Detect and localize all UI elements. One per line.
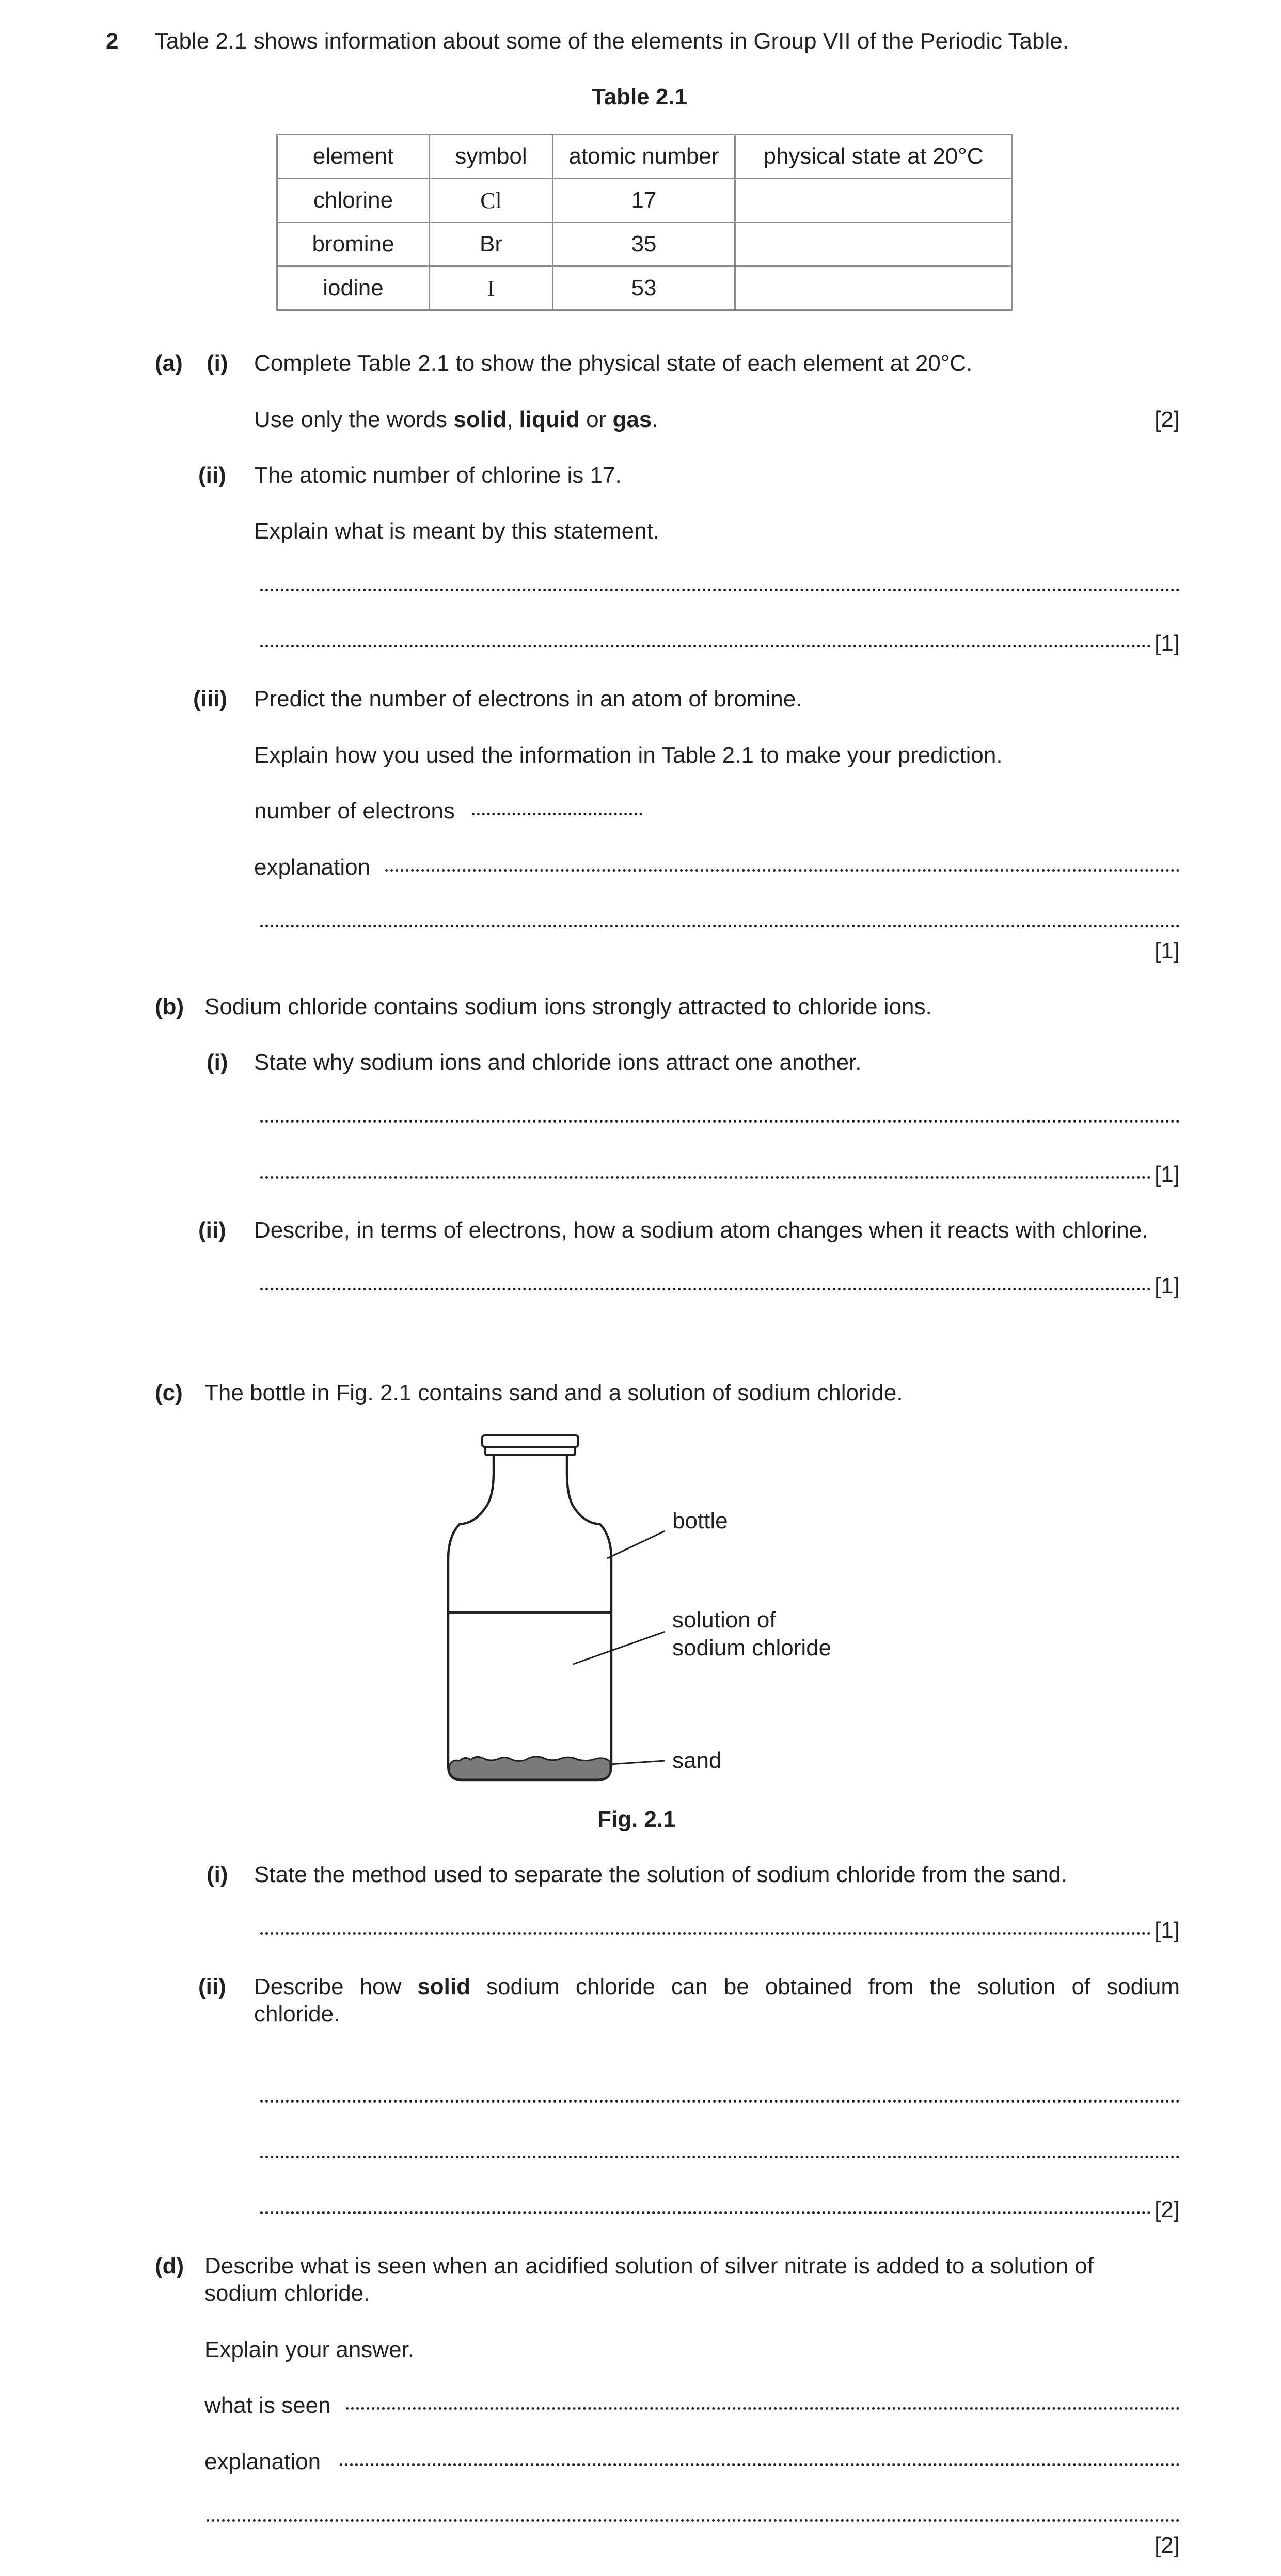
electrons-label: number of electrons [254,798,455,824]
text-prefix: Describe how [254,1974,418,1999]
part-a-iii-instruction: Explain how you used the information in Table 2.1 to make your prediction. [254,742,1003,768]
part-c-ii-text-line2: chloride. [254,2001,340,2027]
stopper-rim [485,1447,575,1455]
marks-a-i: [2] [1155,407,1180,432]
cell-physical-state-input[interactable] [735,223,1012,266]
answer-line[interactable] [207,2519,1180,2522]
text-suffix: sodium chloride can be obtained from the solution of sodium [470,1974,1180,1999]
bottle-outline [448,1455,611,1780]
cell-physical-state-input[interactable] [735,179,1012,223]
sep: , [507,407,519,432]
part-a-ii-label: (ii) [198,463,226,488]
part-d-text-line1: Describe what is seen when an acidified solution of silver nitrate is added to a solution of [204,2253,1094,2279]
bottle-leader-line [607,1531,665,1558]
part-b-text: Sodium chloride contains sodium ions strongly attracted to chloride ions. [204,994,932,1019]
cell-symbol: Br [430,223,553,266]
cell-physical-state-input[interactable] [735,266,1012,310]
table-header-row [277,135,1012,179]
part-a-i-label: (i) [207,351,228,376]
part-b-label: (b) [155,994,184,1019]
part-b-i-label: (i) [207,1050,228,1075]
part-a-ii-instruction: Explain what is meant by this statement. [254,518,660,544]
marks-b-ii: [1] [1155,1273,1180,1299]
answer-line[interactable] [260,2211,1151,2214]
answer-line[interactable] [260,1176,1151,1179]
part-a-label: (a) [155,351,183,376]
word-solid: solid [453,407,507,432]
table-row [277,223,1012,266]
answer-line[interactable] [340,2463,1180,2466]
cell-symbol: Cl [430,179,553,223]
part-c-ii-label: (ii) [198,1974,226,1999]
part-d-label: (d) [155,2253,184,2279]
sep: . [652,407,658,432]
part-b-i-text: State why sodium ions and chloride ions attract one another. [254,1050,862,1075]
part-a-ii-text: The atomic number of chlorine is 17. [254,463,622,488]
cell-element: bromine [277,223,430,266]
header-physical-state: physical state at 20°C [735,135,1012,179]
marks-a-ii: [1] [1155,630,1180,656]
answer-line[interactable] [260,589,1180,591]
part-c-label: (c) [155,1380,183,1405]
text-bold-solid: solid [417,1974,471,1999]
header-element: element [277,135,430,179]
part-a-i-text: Complete Table 2.1 to show the physical state of each element at 20°C. [254,351,973,376]
answer-line[interactable] [346,2407,1180,2410]
marks-c-i: [1] [1155,1918,1180,1943]
sand-layer [449,1757,610,1779]
answer-line[interactable] [260,645,1151,647]
table-caption: Table 2.1 [592,84,688,109]
marks-b-i: [1] [1155,1162,1180,1187]
explanation-label: explanation [254,855,371,880]
cell-element: chlorine [277,179,430,223]
label-bottle: bottle [672,1508,728,1534]
instruction-prefix: Use only the words [254,407,454,432]
stopper-top [482,1435,578,1447]
answer-line[interactable] [260,1932,1151,1935]
header-symbol: symbol [430,135,553,179]
part-b-ii-label: (ii) [198,1218,226,1243]
answer-line[interactable] [260,2156,1180,2158]
electrons-answer-line[interactable] [472,813,642,815]
cell-atomic-number: 17 [553,179,735,223]
part-c-text: The bottle in Fig. 2.1 contains sand and a solution of sodium chloride. [204,1380,903,1405]
answer-line[interactable] [260,2100,1180,2103]
figure-caption: Fig. 2.1 [597,1807,676,1832]
part-a-i-instruction [254,408,658,431]
bottle-figure [423,1425,888,1797]
answer-line[interactable] [260,1120,1180,1123]
sep: or [579,407,613,432]
marks-a-iii: [1] [1155,938,1180,963]
cell-atomic-number: 53 [553,266,735,310]
marks-c-ii: [2] [1155,2197,1180,2222]
what-is-seen-label: what is seen [204,2393,331,2418]
answer-line[interactable] [260,1288,1151,1290]
cell-atomic-number: 35 [553,223,735,266]
explanation-label: explanation [204,2449,321,2474]
part-d-instruction: Explain your answer. [204,2337,414,2362]
table-row [277,179,1012,223]
elements-table [276,134,1013,311]
part-c-i-text: State the method used to separate the solution of sodium chloride from the sand. [254,1862,1068,1887]
table-row [277,266,1012,310]
part-c-ii-text [254,1976,1180,1998]
part-a-iii-text: Predict the number of electrons in an atom of bromine. [254,686,802,712]
part-b-ii-text: Describe, in terms of electrons, how a sodium atom changes when it reacts with chlorine. [254,1218,1148,1243]
part-c-i-label: (i) [207,1862,228,1887]
answer-line[interactable] [260,925,1180,927]
word-liquid: liquid [519,407,580,432]
question-number: 2 [106,28,119,54]
cell-symbol: I [430,266,553,310]
word-gas: gas [612,407,652,432]
question-intro: Table 2.1 shows information about some of the elements in Group VII of the Periodic Table. [155,28,1069,54]
answer-line[interactable] [385,869,1180,872]
solution-leader-line [573,1632,665,1664]
part-a-iii-label: (iii) [193,686,227,712]
label-solution-2: sodium chloride [672,1635,832,1661]
cell-element: iodine [277,266,430,310]
label-sand: sand [672,1748,722,1773]
header-atomic-number: atomic number [553,135,735,179]
label-solution-1: solution of [672,1607,776,1633]
marks-d: [2] [1155,2533,1180,2558]
part-d-text-line2: sodium chloride. [204,2281,370,2306]
sand-leader-line [609,1761,665,1764]
